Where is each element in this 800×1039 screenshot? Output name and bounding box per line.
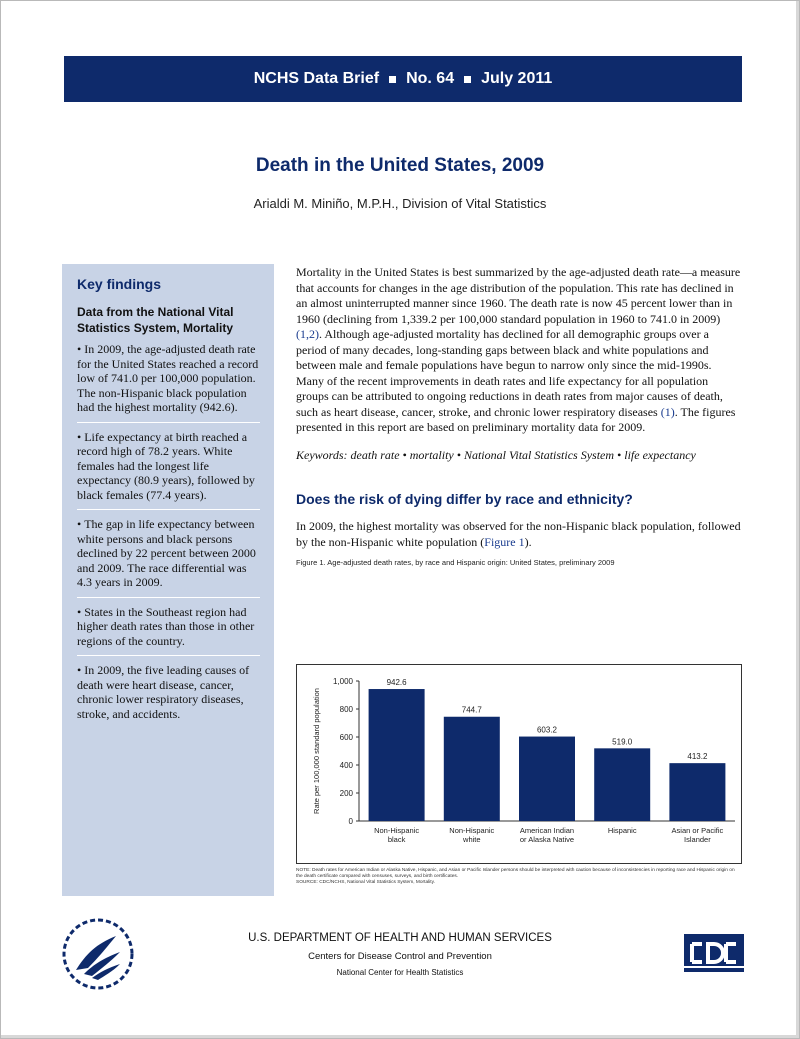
key-findings-heading: Key findings [77, 276, 162, 292]
finding-text: States in the Southeast region had higher death rates than those in other regions of the country. [77, 604, 255, 648]
bullet-icon: • [77, 429, 82, 444]
bar-value-label: 413.2 [687, 752, 708, 762]
banner-date: July 2011 [481, 70, 553, 87]
reference-link[interactable]: (1,2) [296, 327, 319, 341]
bar-value-label: 744.7 [461, 705, 482, 715]
category-label: Hispanic [607, 826, 637, 835]
section-heading: Does the risk of dying differ by race and ethnicity? [296, 491, 633, 507]
category-label: Islander [684, 835, 711, 844]
finding-item [77, 517, 260, 598]
bar [519, 737, 575, 821]
data-brief-banner [64, 56, 742, 102]
banner-separator-icon [464, 76, 471, 83]
figure-source: SOURCE: CDC/NCHS, National Vital Statistics System, Mortality. [296, 880, 435, 885]
finding-text: In 2009, the five leading causes of death were heart disease, cancer, chronic lower respiratory diseases, stroke, and accidents. [77, 663, 250, 721]
finding-text: The gap in life expectancy between white persons and black persons declined by 22 percent between 2000 and 2009. The race differential was 4.3 years in 2009. [77, 517, 256, 589]
banner-series: NCHS Data Brief [253, 70, 380, 87]
footer-cdc: Centers for Disease Control and Prevention [308, 951, 492, 962]
key-findings-subheading: Data from the National Vital Statistics System, Mortality [77, 305, 234, 335]
category-label: Non-Hispanic [449, 826, 495, 835]
author-line: Arialdi M. Miniño, M.P.H., Division of Vital Statistics [253, 196, 547, 211]
category-label: black [387, 835, 406, 844]
footer-nchs: National Center for Health Statistics [336, 968, 464, 977]
figure-notes [296, 868, 742, 886]
chart-svg [297, 665, 743, 865]
bar-value-label: 942.6 [386, 678, 407, 688]
bullet-icon: • [77, 663, 82, 677]
y-tick-label: 200 [339, 789, 353, 798]
y-tick-label: 0 [348, 817, 353, 826]
category-label: American Indian [519, 826, 575, 835]
banner-separator-icon [389, 76, 396, 83]
category-label: white [463, 835, 481, 844]
bullet-icon: • [77, 517, 82, 531]
cdc-logo-icon [684, 934, 744, 972]
finding-item [77, 342, 260, 423]
finding-item [77, 663, 260, 728]
key-findings-sidebar [62, 264, 274, 896]
section-text: In 2009, the highest mortality was observed for the non-Hispanic black population, followed by the non-Hispanic white population ( [296, 519, 741, 549]
keywords: Keywords: death rate • mortality • National Vital Statistics System • life expectancy [296, 447, 696, 462]
y-tick-label: 800 [339, 705, 353, 714]
bar-value-label: 519.0 [612, 737, 633, 747]
bar [669, 763, 725, 821]
bar-value-label: 603.2 [536, 725, 558, 735]
intro-paragraph [296, 265, 742, 436]
category-label: Asian or Pacific [671, 826, 724, 835]
banner-number: No. 64 [406, 70, 455, 87]
finding-text: Life expectancy at birth reached a record high of 78.2 years. White females had the longest life expectancy (80.9 years), followed by black females (77.4 years). [77, 429, 255, 502]
section-paragraph [296, 519, 742, 550]
intro-text: . The figures presented in this report are based on preliminary mortality data for 2009. [296, 404, 736, 434]
page-title: Death in the United States, 2009 [255, 155, 545, 176]
footer-department: U.S. DEPARTMENT OF HEALTH AND HUMAN SERVICES [248, 932, 552, 944]
section-text: ). [524, 534, 532, 549]
bullet-icon: • [77, 342, 82, 356]
main-column [296, 265, 742, 567]
finding-item [77, 605, 260, 657]
bar [594, 748, 650, 821]
category-label: Non-Hispanic [374, 826, 420, 835]
intro-text: . Although age-adjusted mortality has declined for all demographic groups over a period of many decades, long-standing gaps between black and white populations and between male and female populations have begun to narrow only since the mid-1990s. Many of the recent improvements in death rates and life expectancy for all population groups can be attributed to ongoing reductions in death rates from major causes of death, such as heart disease, cancer, stroke, and chronic lower respiratory diseases [296, 327, 723, 419]
reference-link[interactable]: (1) [660, 404, 675, 419]
category-label: or Alaska Native [519, 835, 575, 844]
y-axis-label: Rate per 100,000 standard population [312, 688, 321, 814]
finding-text: In 2009, the age-adjusted death rate for the United States reached a record low of 741.0 per 100,000 population. The non-Hispanic black population had the highest mortality (942.6). [77, 342, 259, 414]
y-tick-label: 600 [339, 733, 353, 742]
intro-text: Mortality in the United States is best summarized by the age-adjusted death rate—a measure that accounts for changes in the age distribution of the population. This rate has declined in an almost uninterrupted manner since 1960. The death rate is now 45 percent lower than in 1960 (declining from 1,339.2 per 100,000 standard population in 1960 to 741.0 in 2009) [296, 265, 741, 326]
y-tick-label: 400 [339, 761, 353, 770]
figure-caption: Figure 1. Age-adjusted death rates, by race and Hispanic origin: United States, preliminary 2009 [296, 558, 615, 567]
bar [369, 689, 425, 821]
bullet-icon: • [77, 604, 82, 619]
bar-chart [296, 664, 742, 864]
finding-item [77, 430, 260, 511]
bar [444, 717, 500, 821]
y-tick-label: 1,000 [332, 677, 353, 686]
figure-note: NOTE: Death rates for American Indian or Alaska Native, Hispanic, and Asian or Pacific Islander persons should be interpreted with caution because of inconsistencies in reporting race and Hispanic origin on the death certificate compared with censuses, surveys, and birth certificates. [296, 868, 735, 879]
figure-link[interactable]: Figure 1 [484, 534, 525, 549]
